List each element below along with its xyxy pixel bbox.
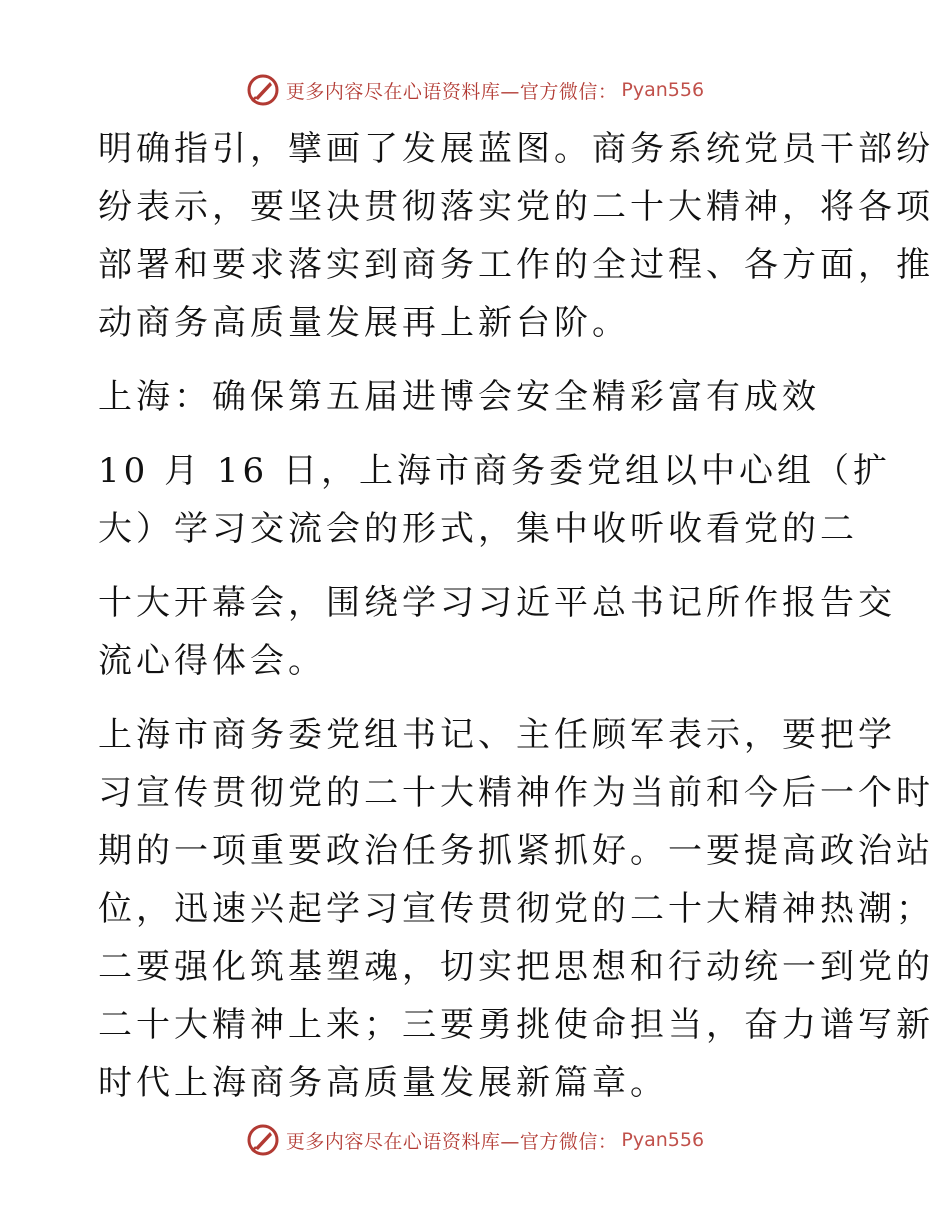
text-line: 二十大精神上来；三要勇挑使命担当，奋力谱写新 (98, 1005, 934, 1045)
footer-watermark (0, 1120, 950, 1160)
wechat-id: Pyan556 (621, 79, 705, 101)
text-line: 部署和要求落实到商务工作的全过程、各方面，推 (98, 245, 934, 285)
text-line: 习宣传贯彻党的二十大精神作为当前和今后一个时 (98, 773, 934, 813)
text-line: 上海市商务委党组书记、主任顾军表示，要把学 (98, 715, 896, 755)
text-line: 大）学习交流会的形式，集中收听收看党的二 (98, 509, 858, 549)
section-heading: 上海：确保第五届进博会安全精彩富有成效 (98, 377, 820, 417)
header-watermark (0, 70, 950, 110)
quill-logo-icon (246, 1123, 280, 1157)
text-line: 位，迅速兴起学习宣传贯彻党的二十大精神热潮； (98, 889, 934, 929)
text-line: 十大开幕会，围绕学习习近平总书记所作报告交 (98, 583, 896, 623)
watermark-text: 更多内容尽在心语资料库—官方微信： (285, 1130, 618, 1153)
text-line: 时代上海商务高质量发展新篇章。 (98, 1063, 668, 1103)
text-line: 期的一项重要政治任务抓紧抓好。一要提高政治站 (98, 831, 934, 871)
text-line: 明确指引，擘画了发展蓝图。商务系统党员干部纷 (98, 129, 934, 169)
text-line: 二要强化筑基塑魂，切实把思想和行动统一到党的 (98, 947, 934, 987)
text-line: 动商务高质量发展再上新台阶。 (98, 303, 630, 343)
wechat-id: Pyan556 (621, 1129, 705, 1151)
quill-logo-icon (246, 73, 280, 107)
text-line: 流心得体会。 (98, 641, 326, 681)
text-line: 10 月 16 日，上海市商务委党组以中心组（扩 (98, 451, 891, 491)
text-line: 纷表示，要坚决贯彻落实党的二十大精神，将各项 (98, 187, 934, 227)
watermark-text: 更多内容尽在心语资料库—官方微信： (285, 80, 618, 103)
